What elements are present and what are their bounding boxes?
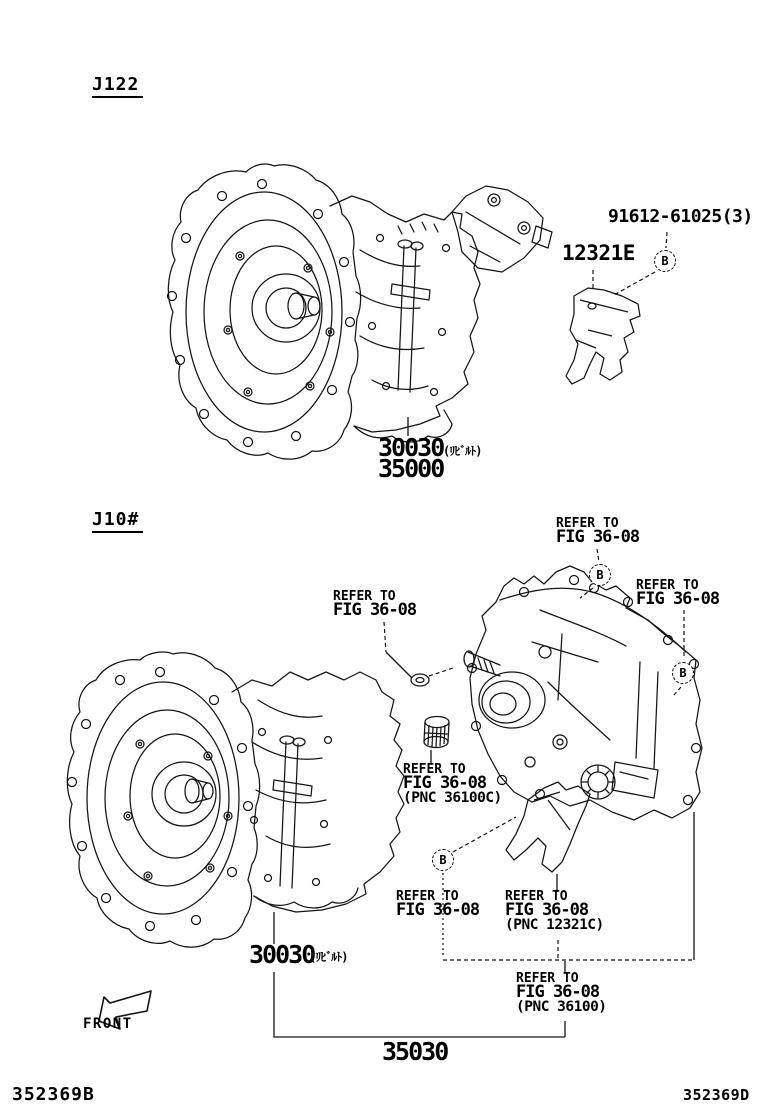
refer-line: FIG 36-08 xyxy=(396,900,480,920)
breather-plug-drawing xyxy=(411,674,429,686)
part-code-35000: 35000 xyxy=(378,454,444,483)
refer-line: FIG 36-08 xyxy=(403,773,487,793)
refer-line: (PNC 36100) xyxy=(516,999,607,1015)
part-code-35030: 35030 xyxy=(382,1037,448,1066)
part-code-12321e: 12321E xyxy=(562,241,635,265)
b-marker: B xyxy=(672,662,694,684)
part-code-30030-bottom: 30030 xyxy=(249,940,315,969)
refer-note-pnc-12321c xyxy=(505,891,604,932)
refer-line: (PNC 36100C) xyxy=(403,790,502,806)
part-number-bolt: 91612-61025(3) xyxy=(608,206,753,227)
bracket-12321c-drawing xyxy=(506,782,590,872)
b-marker: B xyxy=(589,564,611,586)
b-marker: B xyxy=(432,849,454,871)
front-label: FRONT xyxy=(83,1016,133,1032)
refer-line: REFER TO xyxy=(396,889,459,904)
refer-line: REFER TO xyxy=(505,889,568,904)
section-code-j10: J10# xyxy=(92,509,143,533)
refer-line: REFER TO xyxy=(333,589,396,604)
refer-line: REFER TO xyxy=(556,516,619,531)
refer-line: (PNC 12321C) xyxy=(505,917,604,933)
refer-line: REFER TO xyxy=(403,762,466,777)
case-body-outline-2 xyxy=(232,672,404,912)
section-code-j122: J122 xyxy=(92,74,143,98)
refer-line: FIG 36-08 xyxy=(636,589,720,609)
refer-line: REFER TO xyxy=(636,578,699,593)
refer-line: FIG 36-08 xyxy=(556,527,640,547)
part-note-rebuilt-bottom: (ﾘﾋﾞﾙﾄ) xyxy=(309,950,348,964)
footer-figure-code-right: 352369D xyxy=(683,1086,750,1104)
knurled-bushing-drawing xyxy=(424,717,449,748)
refer-note-pnc-36100 xyxy=(516,973,607,1014)
refer-line: REFER TO xyxy=(516,971,579,986)
transmission-j10-drawing xyxy=(67,652,404,947)
footer-figure-code-left: 352369B xyxy=(12,1084,95,1105)
refer-note-pnc-36100c xyxy=(403,764,502,805)
refer-note-transfer-top xyxy=(556,518,639,545)
refer-note-transfer-right xyxy=(636,580,719,607)
transmission-j122-drawing xyxy=(168,164,553,462)
part-note-rebuilt-top: (ﾘﾋﾞﾙﾄ) xyxy=(443,444,482,458)
part-code-30030-top: 30030 xyxy=(378,433,444,462)
b-marker: B xyxy=(654,250,676,272)
refer-note-lower-left xyxy=(396,891,479,918)
leader-lines-solid xyxy=(274,417,694,1037)
bracket-12321e-drawing xyxy=(566,288,640,384)
refer-line: FIG 36-08 xyxy=(505,900,589,920)
bell-housing-outline-2 xyxy=(67,652,259,947)
refer-line: FIG 36-08 xyxy=(516,982,600,1002)
refer-note-plug xyxy=(333,591,416,618)
refer-line: FIG 36-08 xyxy=(333,600,417,620)
